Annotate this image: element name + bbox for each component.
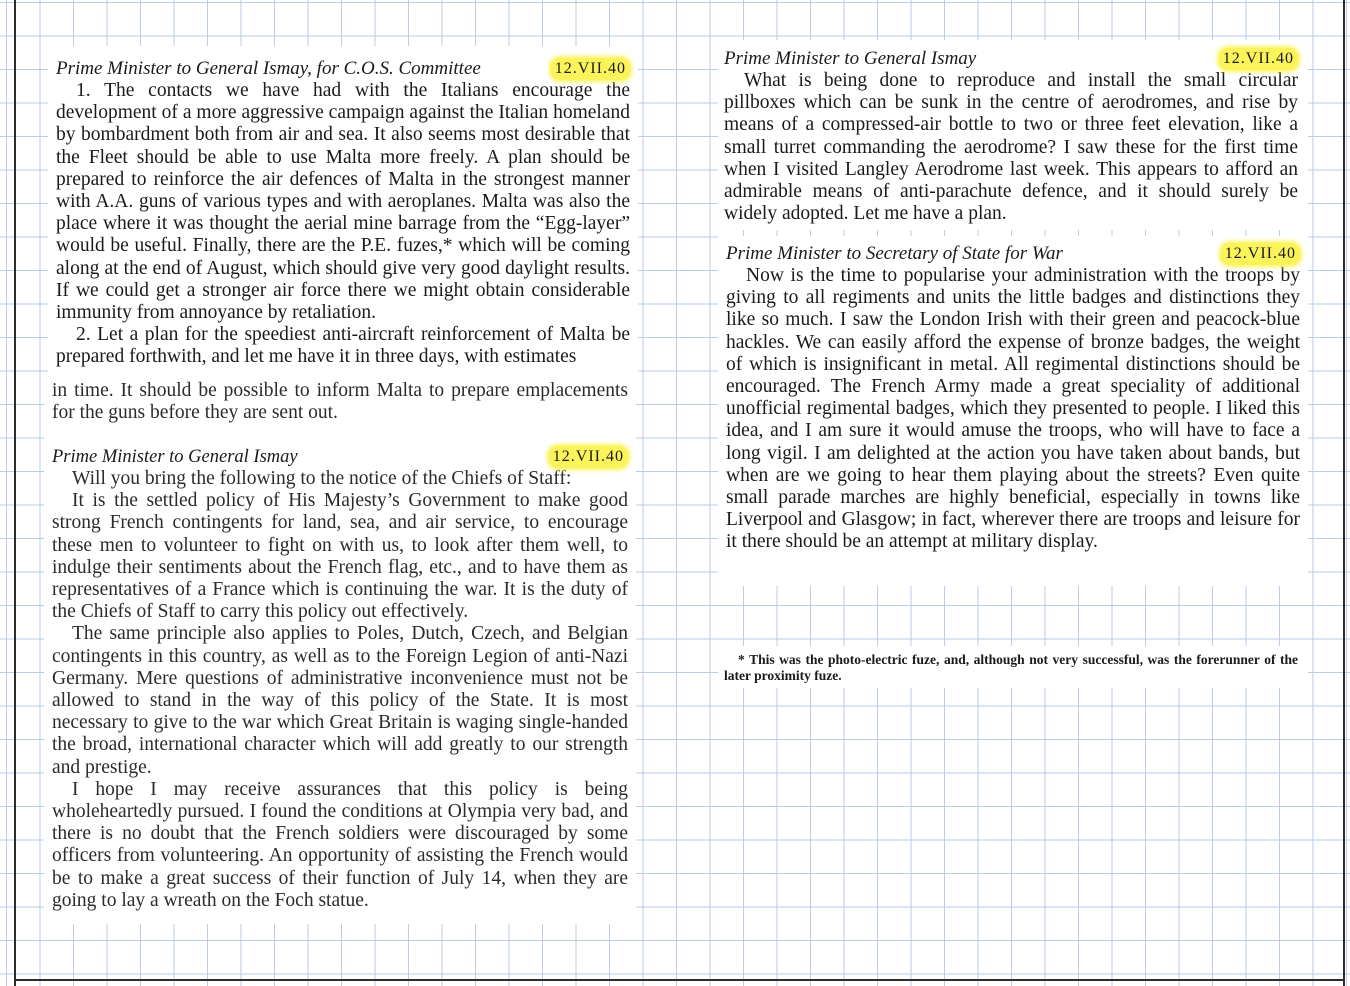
memo-paragraph: The same principle also applies to Poles, Dutch, Czech, and Belgian contingents in this country, as well as to the Foreign Legion of anti-Nazi Germany. Mere questions of administrative inconvenience must not be allowed to stand in the way of this policy of the State. It is most necessary to give to the war which Great Britain is waging single-handed the broad, international character which will add greatly to our strength and prestige. [52, 623, 628, 778]
memo-date-highlighted: 12.VII.40 [549, 446, 628, 468]
page-border-right [1343, 0, 1345, 986]
memo-paragraph: What is being done to reproduce and install the small circular pillboxes which can be sunk in the centre of aerodromes, and rise by means of a compressed-air bottle to two or three feet elevation, like a small turret commanding the aerodrome? I saw these for the first time when I visited Langley Aerodrome last week. This appears to afford an admirable means of anti-parachute defence, and it should surely be widely adopted. Let me have a plan. [724, 70, 1298, 225]
page-border-bottom [14, 979, 1345, 981]
memo-entry-french-contingents [52, 446, 628, 912]
memo-entry-regimental-badges [726, 243, 1300, 554]
page-border-left [14, 0, 16, 986]
memo-addressee: Prime Minister to General Ismay [724, 48, 977, 69]
memo-date-highlighted: 12.VII.40 [1221, 243, 1300, 265]
memo-continuation [52, 380, 628, 424]
memo-date-highlighted: 12.VII.40 [551, 58, 630, 80]
memo-heading [52, 446, 628, 468]
memo-entry-pillboxes [724, 48, 1298, 225]
memo-paragraph: Will you bring the following to the notice of the Chiefs of Staff: [72, 468, 572, 489]
memo-addressee: Prime Minister to Secretary of State for War [726, 243, 1063, 264]
memo-entry-cos-committee [56, 58, 630, 369]
memo-heading [724, 48, 1298, 70]
memo-paragraph: 1. The contacts we have had with the Italians encourage the development of a more aggressive campaign against the Italian homeland by bombardment both from air and sea. It also seems most desirable that the Fleet should be able to use Malta more freely. A plan should be prepared to reinforce the air defences of Malta in the strongest manner with A.A. guns of various types and with aeroplanes. Malta was also the place where it was thought the aerial mine barrage from the “Egg-layer” would be useful. Finally, there are the P.E. fuzes,* which will be coming along at the end of August, which should give very good daylight results. If we could get a stronger air force there we might obtain considerable immunity from annoyance by retaliation. [56, 80, 630, 324]
memo-date-highlighted: 12.VII.40 [1219, 48, 1298, 70]
footnote: * This was the photo-electric fuze, and, although not very successful, was the forerunner of the later proximity fuze. [724, 652, 1298, 683]
memo-addressee: Prime Minister to General Ismay, for C.O.S. Committee [56, 58, 481, 79]
memo-paragraph: It is the settled policy of His Majesty’s Government to make good strong French contingents for land, sea, and air service, to encourage these men to volunteer to fight on with us, to look after them well, to indulge their sentiments about the French flag, etc., and to have them as representatives of a France which is continuing the war. It is the duty of the Chiefs of Staff to carry this policy out effectively. [52, 490, 628, 623]
memo-heading [56, 58, 630, 80]
memo-paragraph: Now is the time to popularise your administration with the troops by giving to all regiments and units the little badges and distinctions they like so much. I saw the London Irish with their green and peacock-blue hackles. We can easily afford the expense of bronze badges, the weight of which is insignificant in metal. All regimental distinctions should be encouraged. The French Army made a great speciality of additional unofficial regimental badges, which they presented to people. I liked this idea, and I am sure it would amuse the troops, who will have to face a long vigil. I am delighted at the action you have taken about bands, but when are we going to hear them playing about the streets? Even quite small parade marches are highly beneficial, especially in towns like Liverpool and Glasgow; in fact, wherever there are troops and leisure for it there should be an attempt at military display. [726, 265, 1300, 553]
memo-paragraph: I hope I may receive assurances that this policy is being wholeheartedly pursued. I found the conditions at Olympia very bad, and there is no doubt that the French soldiers were discouraged by some officers from volunteering. An opportunity of assisting the French would be to make a great success of their function of July 14, when they are going to lay a wreath on the Foch statue. [52, 778, 628, 911]
memo-paragraph: 2. Let a plan for the speediest anti-aircraft reinforcement of Malta be prepared forthwith, and let me have it in three days, with estimates [56, 324, 630, 368]
memo-heading [726, 243, 1300, 265]
memo-addressee: Prime Minister to General Ismay [52, 447, 298, 467]
memo-paragraph: in time. It should be possible to inform Malta to prepare emplacements for the guns before they are sent out. [52, 380, 628, 424]
